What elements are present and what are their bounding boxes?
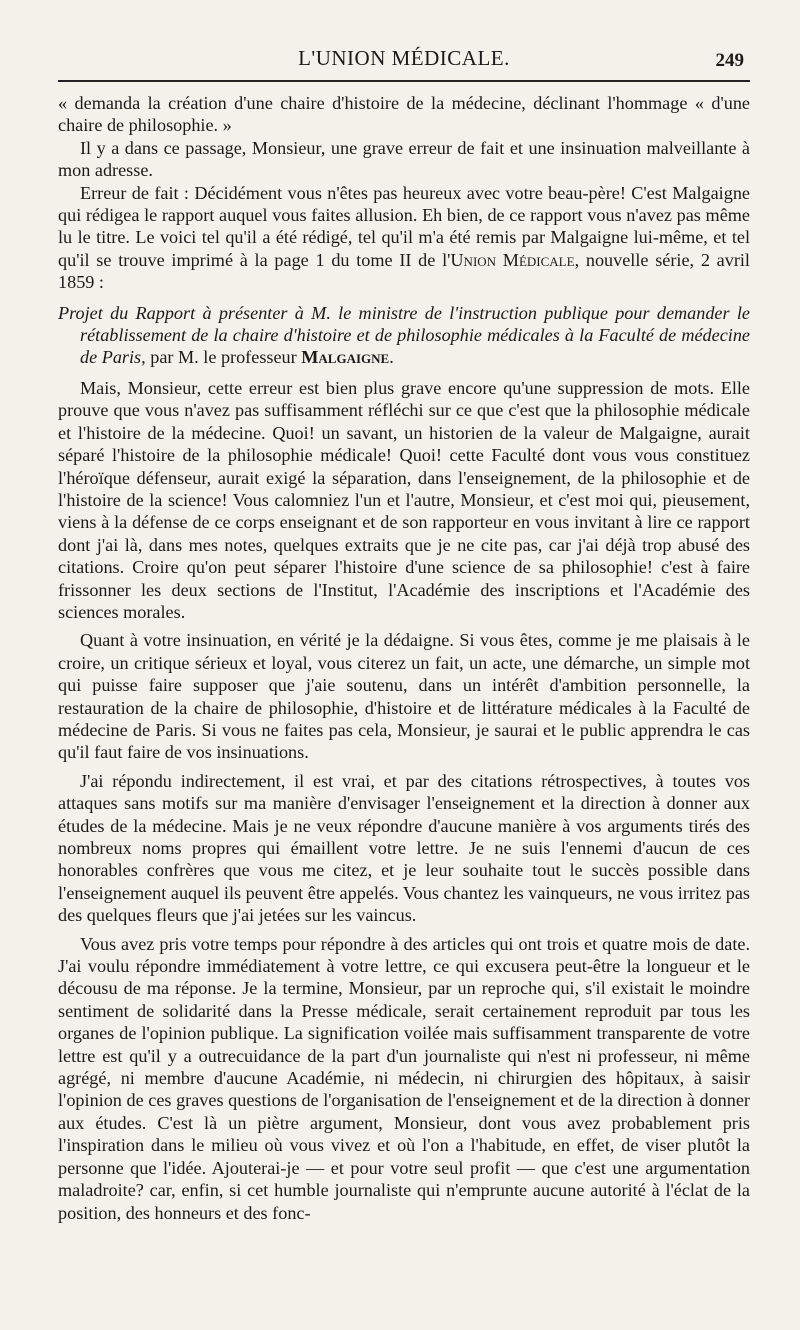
paragraph-text: , nouvelle série, 2 avril 1859 : — [58, 249, 750, 293]
paragraph-text: Erreur de fait : Décidément vous n'êtes pas heureux avec votre beau-père! C'est Malgaigne qui rédigea le rapport auquel vous faites allusion. Eh bien, de ce rapport vous n'avez pas même lu le titre. Le voici tel qu'il a été rédigé, tel qu'il m'a été remis par Malgaigne lui-même, et tel qu'il se trouve imprimé à la page 1 du tome II de l' — [58, 182, 750, 270]
paragraph: J'ai répondu indirectement, il est vrai, et par des citations rétrospectives, à toutes vos attaques sans motifs sur ma manière d'envisager l'enseignement et la direction à donner aux études de la médecine. Mais je ne veux répondre d'aucune manière à vos arguments tirés des nombreux noms propres qui émaillent votre lettre. Je ne suis l'ennemi d'aucun de ces honorables confrères que vous me citez, et je leur souhaite tout le succès possible dans l'enseignement auquel ils peuvent être appelés. Vous chantez les vainqueurs, ne vous irritez pas des quelques fleurs que j'ai jetées sur les vaincus. — [58, 770, 751, 926]
paragraph: Il y a dans ce passage, Monsieur, une grave erreur de fait et une insinuation malveillante à mon adresse. — [58, 137, 750, 181]
page-header — [58, 46, 750, 82]
report-title: Projet du Rapport à présenter à M. le ministre de l'instruction publique pour demander le rétablissement de la chaire d'histoire et de philosophie médicales à la Faculté de médecine de Paris, — [58, 302, 750, 368]
running-title: L'UNION MÉDICALE. — [298, 46, 510, 70]
page-number: 249 — [715, 50, 744, 71]
report-title-block — [58, 302, 750, 369]
paragraph-quote-continuation: « demanda la création d'une chaire d'histoire de la médecine, déclinant l'hommage « d'une chaire de philosophie. » — [58, 93, 750, 136]
paragraph: Mais, Monsieur, cette erreur est bien plus grave encore qu'une suppression de mots. Elle prouve que vous n'avez pas suffisamment réfléchi sur ce que c'est que la philosophie médicale et l'histoire de la médecine. Quoi! un savant, un historien de la valeur de Malgaigne, aurait séparé l'histoire de la philosophie médicale! Quoi! cette Faculté dont vous vous constituez l'héroïque défenseur, aurait exigé la séparation, dans l'enseignement, de la philosophie et de l'histoire de la science! Vous calomniez l'un et l'autre, Monsieur, et c'est moi qui, pieusement, viens à la défense de ce corps enseignant et de son rapporteur en vous invitant à lire ce rapport dont j'ai là, dans mes notes, quelques extraits que je ne cite pas, car j'ai déjà trop abusé des citations. Croire qu'on peut séparer l'histoire d'une science de sa philosophie! c'est à faire frissonner les deux sections de l'Institut, l'Académie des inscriptions et l'Académie des sciences morales. — [58, 377, 750, 622]
article-body — [58, 92, 750, 1224]
paragraph: Vous avez pris votre temps pour répondre à des articles qui ont trois et quatre mois de date. J'ai voulu répondre immédiatement à votre lettre, ce qui excusera peut-être la longueur et le décousu de ma réponse. Je la termine, Monsieur, par un reproche qui, s'il existait le moindre sentiment de solidarité dans la Presse médicale, serait certainement reproduit par tous les organes de l'opinion publique. La signification voilée mais suffisamment transparente de votre lettre est qu'il y a outrecuidance de la part d'un journaliste qui n'est ni professeur, ni même agrégé, ni membre d'aucune Académie, ni médecin, ni chirurgien des hôpitaux, à saisir l'opinion de ces graves questions de l'organisation de l'enseignement et de la direction à donner aux études. C'est là un piètre argument, Monsieur, dont vous avez probablement pris l'inspiration dans le milieu où vous vivez et où l'on a l'habitude, en effet, de viser plutôt la personne que l'idée. Ajouterai-je — et pour votre seul profit — que c'est une argumentation maladroite? car, enfin, si cet humble journaliste qui n'emprunte aucune autorité à l'éclat de la position, des honneurs et des fonc- — [58, 933, 750, 1223]
report-by: par M. le professeur — [145, 347, 302, 368]
paragraph: Quant à votre insinuation, en vérité je la dédaigne. Si vous êtes, comme je me plaisais à le croire, un critique sérieux et loyal, vous citerez un fait, un acte, une démarche, un simple mot qui puisse faire supposer que j'aie soutenu, dans un intérêt d'ambition personnelle, la restauration de la chaire de philosophie, d'histoire et de littérature médicales à la Faculté de médecine de Paris. Si vous ne faites pas cela, Monsieur, je saurai et le public apprendra le cas qu'il faut faire de vos insinuations. — [58, 630, 750, 763]
report-author: Malgaigne — [301, 347, 390, 368]
paragraph — [58, 182, 750, 294]
journal-name: Union Médicale — [450, 249, 575, 270]
report-end: . — [389, 347, 394, 368]
